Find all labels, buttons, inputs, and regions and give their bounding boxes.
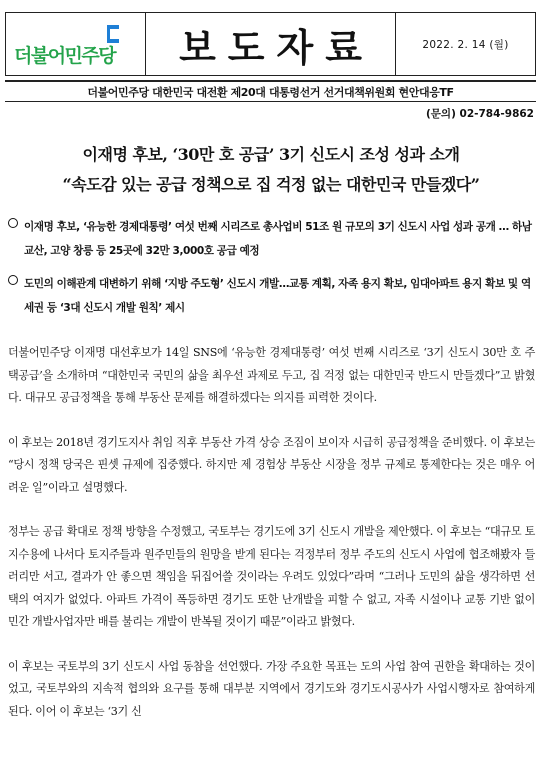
title-cell <box>146 13 396 75</box>
party-logo-text: 더불어민주당 <box>14 45 116 67</box>
document-title: 보도자료 <box>179 24 374 70</box>
date-cell <box>396 13 535 75</box>
body-paragraph: 이 후보는 국토부의 3기 신도시 사업 동참을 선언했다. 가장 주요한 목표는 도의 사업 참여 권한을 확대하는 것이었고, 국토부와의 지속적 협의와 요구를 통해 대부분 지역에서 경기도와 경기도시공사가 사업시행자로 참여하게 된다. 이어 이 후보는 ‘3기 신 <box>8 659 535 718</box>
summary-bullet <box>8 215 534 263</box>
summary-bullets <box>8 215 534 329</box>
release-date: 2022. 2. 14 (월) <box>422 39 509 51</box>
summary-bullet-text: 이재명 후보, ‘유능한 경제대통령’ 여섯 번째 시리즈로 총사업비 51조 원 규모의 3기 신도시 사업 성과 공개 … 하남 교산, 고양 창릉 등 25곳에 32만 3,000호 공급 예정 <box>24 221 532 257</box>
contact-phone: (문의) 02-784-9862 <box>425 108 534 120</box>
body-paragraph: 더불어민주당 이재명 대선후보가 14일 SNS에 ‘유능한 경제대통령’ 여섯 번째 시리즈로 ‘3기 신도시 30만 호 주택공급’을 소개하며 “대한민국 국민의 삶을 최우선 과제로 두고, 집 걱정 없는 대한민국 반드시 만들겠다”고 밝혔다. 대규모 공급정책을 통해 부동산 문제를 해결하겠다는 의지를 피력한 것이다. <box>8 346 535 404</box>
summary-bullet <box>8 272 534 320</box>
organization-line <box>5 80 536 102</box>
bullet-circle-icon <box>8 218 18 228</box>
subheadline: “속도감 있는 공급 정책으로 집 걱정 없는 대한민국 만들겠다” <box>62 175 480 194</box>
article-body <box>8 342 535 745</box>
organization-text: 더불어민주당 대한민국 대전환 제20대 대통령선거 선거대책위원회 현안대응TF <box>87 85 454 99</box>
header-box <box>5 12 536 76</box>
summary-bullet-text: 도민의 이해관계 대변하기 위해 ‘지방 주도형’ 신도시 개발…교통 계획, 자족 용지 확보, 임대아파트 용지 확보 및 역세권 등 ‘3대 신도시 개발 원칙’ 제시 <box>24 278 531 314</box>
headline: 이재명 후보, ‘30만 호 공급’ 3기 신도시 조성 성과 소개 <box>82 145 460 164</box>
body-paragraph: 정부는 공급 확대로 정책 방향을 수정했고, 국토부는 경기도에 3기 신도시 개발을 제안했다. 이 후보는 “대규모 토지수용에 나서다 토지주들과 원주민들의 원망을 받게 된다는 걱정부터 정부 주도의 신도시 사업에 협조해봤자 들러리만 서고, 결과가 안 좋으면 책임을 뒤집어쓸 것이라는 우려도 있었다”라며 “그러나 도민의 삶을 생각하면 선택의 여지가 없었다. 아파트 가격이 폭등하면 경기도 또한 난개발을 피할 수 없고, 자족 시설이나 교통 기반 없이 민간 개발사업자만 배를 불리는 개발이 반복될 것이기 때문”이라고 밝혔다. <box>8 525 535 628</box>
bullet-circle-icon <box>8 275 18 285</box>
body-paragraph: 이 후보는 2018년 경기도지사 취임 직후 부동산 가격 상승 조짐이 보이자 시급히 공급정책을 준비했다. 이 후보는 “당시 정책 당국은 핀셋 규제에 집중했다. 하지만 제 경험상 부동산 시장을 정부 규제로 통제한다는 것은 매우 어려운 일”이라고 설명했다. <box>8 435 535 494</box>
party-logo <box>6 13 146 75</box>
